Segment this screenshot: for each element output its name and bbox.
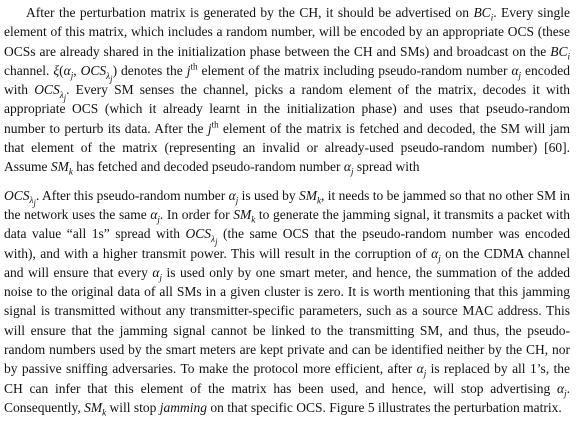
paragraph-jamming-mechanism: $OCS_{\lambda_j}$. After this pseudo-random number $\alpha_j$ is used by $SM_k$, it needs to be jammed so that no other SM in the network uses the same $\alpha_j$. In order for $SM_k$ to generate the jamming signal, it transmits a packet with data value “all 1s” spread with $OCS_{\lambda_j}$ (the same OCS that the pseudo-random number was encoded with), and with a higher transmit power. This will result in the corruption of $\alpha_j$ on the CDMA channel and will ensure that every $\alpha_j$ is used only by one smart meter, and hence, the summation of the added noise to the original data of all SMs in a given cluster is zero. It is worth mentioning that this jamming signal is transmitted without any transmitter-specific parameters, such as a source MAC address. This will ensure that the jamming signal cannot be linked to the transmitting SM, and thus, the pseudo-random numbers used by the smart meters are kept private and can be identified neither by the CH, nor by passive sniffing adversaries. To make the protocol more efficient, after $\alpha_j$ is replaced by all 1’s, the CH can infer that this element of the matrix has been used, and hence, will stop advertising $\alpha_j$. Consequently, $SM_k$ will stop jamming on that specific OCS. Figure 5 illustrates the perturbation matrix.: [4, 187, 571, 418]
document-page: [4, 3, 570, 417]
paragraph-perturbation-advertising: After the perturbation matrix is generated by the CH, it should be advertised on $BC_i$. Every single element of this matrix, which includes a random number, will be encoded by an appropriate OCS (these OCSs are already shared in the initialization phase between the CH and SMs) and broadcast on the $BC_i$ channel. $\xi(\alpha_j$, $OCS_{\lambda_j}$) denotes the $j^{th}$ element of the matrix including pseudo-random number $\alpha_j$ encoded with $OCS_{\lambda_j}$. Every SM senses the channel, picks a random element of the matrix, decodes it with appropriate OCS (which it already learnt in the initialization phase) and uses that pseudo-random number to perturb its data. After the $j^{th}$ element of the matrix is fetched and decoded, the SM will jam that element of the matrix (representing an invalid or already-used pseudo-random number) [60]. Assume $SM_k$ has fetched and decoded pseudo-random number $\alpha_j$ spread with: [4, 5, 571, 178]
